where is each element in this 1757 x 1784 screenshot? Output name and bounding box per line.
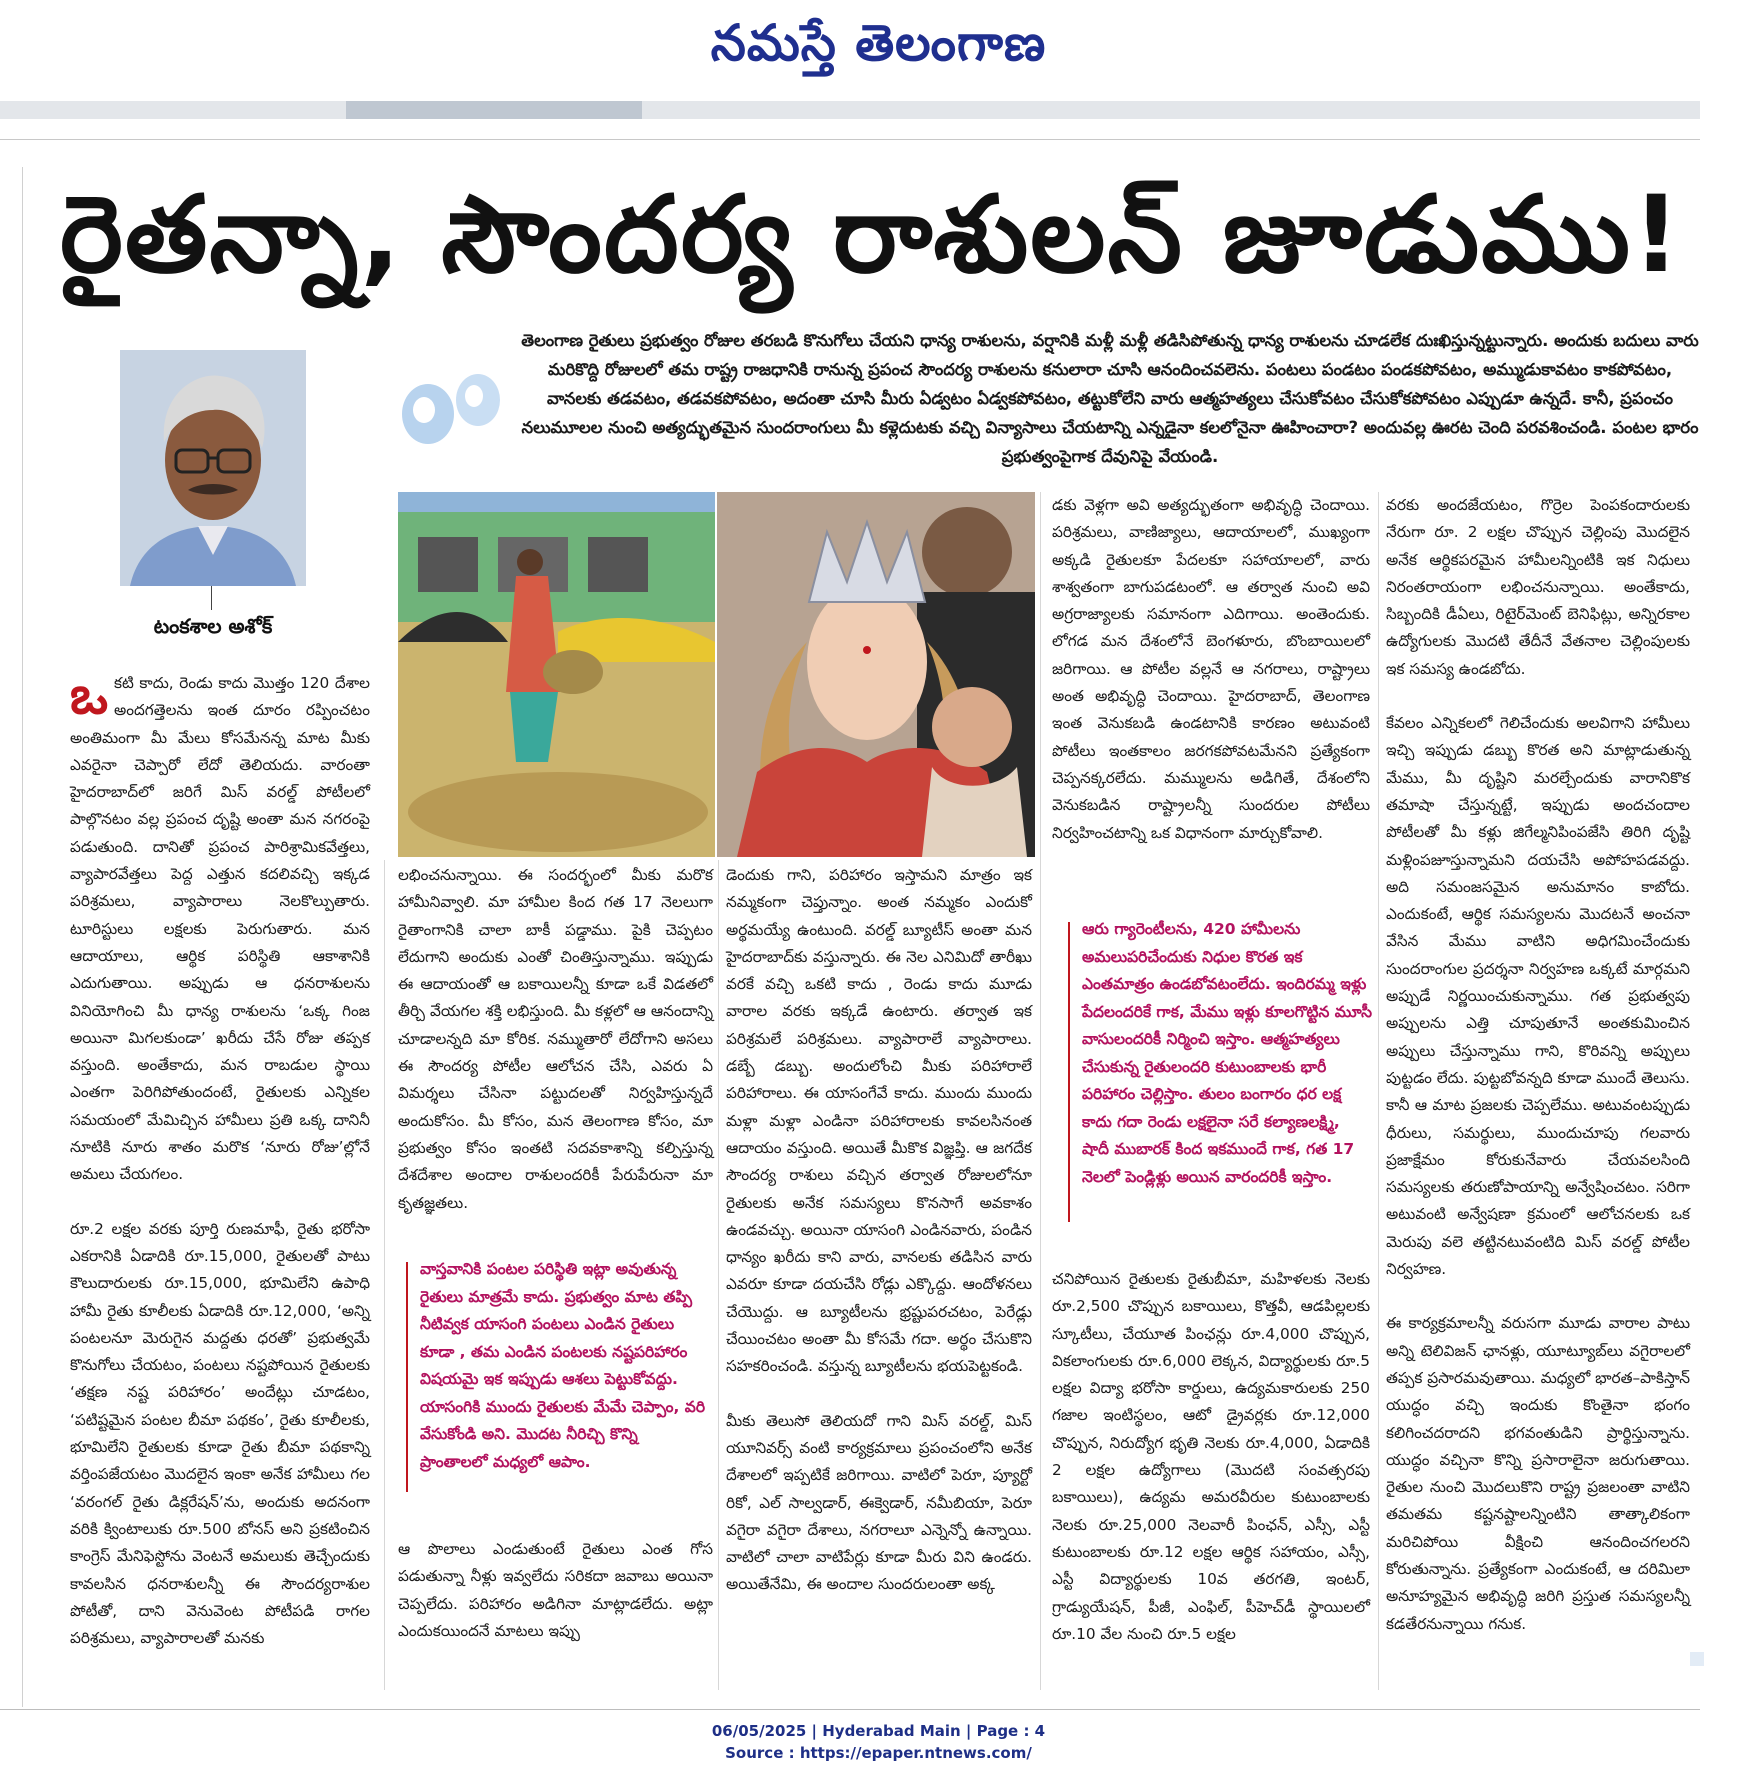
masthead-bar [0,101,1700,119]
corner-marker [1690,1652,1704,1666]
author-divider [211,586,212,610]
column-4-para-1: డకు వెళ్లగా అవి అత్యద్భుతంగా అభివృద్ధి చెందాయి. పరిశ్రమలు, వాణిజ్యాలు, ఆదాయాలలో, ముఖ్యంగా అక్కడి రైతులకూ పేదలకూ సహాయాలలో, వారు శాశ్వతంగా బాగుపడటంలో. ఆ తర్వాత నుంచి అవి అగ్రరాజ్యాలకు సమానంగా ఎదిగాయి. అంతెందుకు. లోగడ మన దేశంలోనే బెంగళూరు, బొంబాయిలలో జరిగాయి. ఆ పోటీల వల్లనే ఆ నగరాలు, రాష్ట్రాలు అంత అభివృద్ధి చెందాయి. హైదరాబాద్, తెలంగాణ ఇంత వెనుకబడి ఉండటానికి కారణం అటువంటి పోటీలు ఇంతకాలం జరగకపోవటమేనని ప్రత్యేకంగా చెప్పనక్కరలేదు. మమ్ములను అడిగితే, దేశంలోని వెనుకబడిన రాష్ట్రాలన్నీ సుందరుల పోటీలు నిర్వహించటాన్ని ఒక విధానంగా మార్చుకోవాలి. [1052,496,1370,842]
column-divider [1378,492,1379,1690]
article-headline: రైతన్నా, సౌందర్య రాశులన్ జూడుము! [60,173,1683,296]
column-4 [1052,492,1370,847]
masthead-bar-accent [346,101,642,119]
photo-farmer-drying-grain [398,492,715,857]
column-divider [1040,492,1041,1690]
masthead-title: నమస్తే తెలంగాణ [710,13,1047,72]
column-1-para-2: రూ.2 లక్షల వరకు పూర్తి రుణమాఫీ, రైతు భరోసా ఎకరానికి ఏడాదికి రూ.15,000, రైతులతో పాటు కౌలుదారులకు రూ.15,000, భూమిలేని ఉపాధి హామీ రైతు కూలీలకు ఏడాదికి రూ.12,000, ‘అన్ని పంటలనూ మెరుగైన మద్దతు ధరతో’ ప్రభుత్వమే కొనుగోలు చేయటం, పంటలు నష్టపోయిన రైతులకు ‘తక్షణ నష్ట పరిహారం’ అందేట్లు చూడటం, ‘పటిష్టమైన పంటల బీమా పథకం’, రైతు కూలీలకు, భూమిలేని రైతులకు కూడా రైతు బీమా పథకాన్ని వర్తింపజేయటం మొదలైన ఇంకా అనేక హామీలు గల ‘వరంగల్ రైతు డిక్లరేషన్’ను, అందుకు అదనంగా వరికి క్వింటాలుకు రూ.500 బోనస్ అని ప్రకటించిన కాంగ్రెస్ మేనిఫెస్టోను వెంటనే అమలుకు తెచ్చేందుకు కావలసిన ధనరాశులన్నీ ఈ సౌందర్యరాశుల పోటీతో, దాని వెనువెంట పోటీపడి రాగల పరిశ్రమలు, వ్యాపారాలతో మనకు [70,1219,370,1648]
column-1-para-1: ఒకటి కాదు, రెండు కాదు మొత్తం 120 దేశాల అందగత్తెలను ఇంత దూరం రప్పించటం అంతిమంగా మీ మేలు కోసమేనన్న మాట మీకు ఎవరైనా చెప్పారో లేదో తెలియదు. వారంతా హైదరాబాద్‌లో జరిగే మిస్ వరల్డ్ పోటీలలో పాల్గొనటం వల్ల ప్రపంచ దృష్టి అంతా మన నగరంపై పడుతుంది. దానితో ప్రపంచ పారిశ్రామికవేత్తలు, వ్యాపారవేత్తలు పెద్ద ఎత్తున కదలివచ్చి ఇక్కడ పరిశ్రమలు, వ్యాపారాలు నెలకొల్పుతారు. టూరిస్టులు లక్షలకు పెరుగుతారు. మన ఆదాయాలు, ఆర్థిక పరిస్థితి ఆకాశానికి ఎదుగుతాయి. అప్పుడు ఆ ధనరాశులను వినియోగించి మీ ధాన్య రాశులను ‘ఒక్క గింజ అయినా మిగలకుండా’ ఖరీదు చేసే రోజు తప్పక వస్తుంది. అంతేకాదు, మన రాబడుల స్థాయి ఎంతగా పెరిగిపోతుందంటే, రైతులకు ఎన్నికల సమయంలో మేమిచ్చిన హామీలు ప్రతి ఒక్క దానినీ నూటికి నూరు శాతం మరొక ‘నూరు రోజు’ల్లోనే అమలు చేయగలం. [70,666,370,1184]
pullquote-bar [406,1262,408,1492]
column-divider [384,860,385,1690]
column-1 [70,666,370,1652]
column-3-para-2: మీకు తెలుసో తెలియదో గాని మిస్ వరల్డ్, మిస్ యూనివర్స్ వంటి కార్యక్రమాలు ప్రపంచంలోని అనేక దేశాలలో ఇప్పటికే జరిగాయి. వాటిలో పెరూ, ప్యూర్టో రికో, ఎల్ సాల్వడార్, ఈక్వెడార్, నమీబియా, పెరూ వగైరా వగైరా దేశాలు, నగరాలూ ఎన్నెన్నో ఉన్నాయి. వాటిలో చాలా వాటిపేర్లు కూడా మీరు విని ఉండరు. అయితేనేమి, ఈ అందాల సుందరులంతా అక్క [726,1411,1032,1594]
column-divider [718,860,719,1690]
footer-source-link[interactable]: Source : https://epaper.ntnews.com/ [725,1744,1032,1762]
pullquote-1: వాస్తవానికి పంటల పరిస్థితి ఇట్లా అవుతున్న రైతులు మాత్రమే కాదు. ప్రభుత్వం మాట తప్పి నీటివ్వక యాసంగి పంటలు ఎండిన రైతులు కూడా , తమ ఎండిన పంటలకు నష్టపరిహారం విషయమై ఇక ఇప్పుడు ఆశలు పెట్టుకోవద్దు. యాసంగికి ముందు రైతులకు మేమే చెప్పాం, వరి వేసుకోండి అని. మొదట నీరిచ్చి కొన్ని ప్రాంతాలలో మధ్యలో ఆపాం. [420,1260,706,1471]
pullquote-bar [1068,922,1070,1222]
top-rule [0,139,1700,140]
column-5-para-1: వరకు అందజేయటం, గొర్రెల పెంపకందారులకు నేరుగా రూ. 2 లక్షల చొప్పున చెల్లింపు మొదలైన అనేక ఆర్థికపరమైన హామీలన్నింటికి ఇక నిధులు నిరంతరాయంగా లభించనున్నాయి. అంతేకాదు, సిబ్బందికి డీఏలు, రిటైర్‌మెంట్ బెనిఫిట్లు, అన్నిరకాల ఉద్యోగులకు మొదటి తేదీనే వేతనాల చెల్లింపులకు ఇక సమస్య ఉండబోదు. [1386,496,1690,678]
column-5-para-3: ఈ కార్యక్రమాలన్నీ వరుసగా మూడు వారాల పాటు అన్ని టెలివిజన్ ఛానళ్లు, యూట్యూబ్‌లు వగైరాలలో తప్పక ప్రసారమవుతాయి. మధ్యలో భారత–పాకిస్తాన్ యుద్ధం వచ్చి ఇందుకు కొంతైనా భంగం కలిగించదరాదని భగవంతుడిని ప్రార్థిస్తున్నాను. యుద్ధం వచ్చినా కొన్ని ప్రసారాలైనా జరుగుతాయి. రైతుల నుంచి మొదలుకొని రాష్ట్ర ప్రజలంతా వాటిని తమతమ కష్టనష్టాలన్నింటిని తాత్కాలికంగా మరిచిపోయి వీక్షించి ఆనందించగలరని కోరుతున్నాను. ప్రత్యేకంగా ఎందుకంటే, ఆ దరిమిలా అనూహ్యమైన అభివృద్ధి జరిగి ప్రస్తుత సమస్యలన్నీ కడతేరనున్నాయి గనుక. [1386,1314,1690,1633]
bottom-rule [0,1709,1700,1710]
article-lede: తెలంగాణ రైతులు ప్రభుత్వం రోజుల తరబడి కొనుగోలు చేయని ధాన్య రాశులను, వర్షానికి మళ్లీ మళ్లీ తడిసిపోతున్న ధాన్య రాశులను చూడలేక దుఃఖిస్తున్నట్టున్నారు. అందుకు బదులు వారు మరికొద్ది రోజులలో తమ రాష్ట్ర రాజధానికి రానున్న ప్రపంచ సౌందర్య రాశులను కనులారా చూసి ఆనందించవలెను. పంటలు పండటం పండకపోవటం, అమ్ముడుకావటం కాకపోవటం, వానలకు తడవటం, తడవకపోవటం, అదంతా చూసి మీరు ఏడ్వటం ఏడ్వకపోవటం, తట్టుకోలేని వారు ఆత్మహత్యలు చేసుకోవటం చేసుకోకపోవటం ఎప్పుడూ ఉన్నదే. కానీ, ప్రపంచం నలుమూలల నుంచి అత్యద్భుతమైన సుందరాంగులు మీ కళ్లెదుటకు వచ్చి విన్యాసాలు చేయటాన్ని ఎన్నడైనా కలలోనైనా ఊహించారా? అందువల్ల ఊరట చెంది పరవశించండి. పంటల భారం ప్రభుత్వంపైగాక దేవునిపై వేయండి. [521,331,1699,466]
column-3-para-1: డెందుకు గాని, పరిహారం ఇస్తామని మాత్రం ఇక నమ్మకంగా చెప్తున్నాం. అంత నమ్మకం ఎందుకో అర్థమయ్యే ఉంటుంది. వరల్డ్ బ్యూటీస్ అంతా మన హైదరాబాద్‌కు వస్తున్నారు. ఈ నెల ఎనిమిదో తారీఖు వరకే వచ్చి ఒకటి కాదు , రెండు కాదు మూడు వారాల వరకు ఇక్కడే ఉంటారు. తర్వాత ఇక పరిశ్రమలే పరిశ్రమలు. వ్యాపారాలే వ్యాపారాలు. డబ్బే డబ్బు. అందులోంచి మీకు పరిహారాలే పరిహారాలు. ఈ యాసంగేవే కాదు. ముందు ముందు మళ్లా మళ్లా ఎండినా పరిహారాలకు కావలసినంత ఆదాయం వస్తుంది. అయితే మీకొక విజ్ఞప్తి. ఆ జగదేక సౌందర్య రాశులు వచ్చిన తర్వాత రోజులలోనూ రైతులకు అనేక సమస్యలు కొనసాగే అవకాశం ఉండవచ్చు. అయినా యాసంగి ఎండినవారు, పండిన ధాన్యం ఖరీదు కాని వారు, వానలకు తడిసిన వారు ఎవరూ కూడా దయచేసి రోడ్లు ఎక్కొద్దు. ఆందోళనలు చేయొద్దు. ఆ బ్యూటీలను భ్రష్టుపరచటం, పెరేడ్లు చేయించటం అంతా మీ కోసమే గదా. అర్థం చేసుకొని సహకరించండి. వస్తున్న బ్యూటీలను భయపెట్టకండి. [726,866,1032,1376]
column-2-para-2: ఆ పొలాలు ఎండుతుంటే రైతులు ఎంత గోస పడుతున్నా నీళ్లు ఇవ్వలేదు సరికదా జవాబు అయినా చెప్పలేదు. పరిహారం అడిగినా మాట్లాడలేదు. అట్లా ఎందుకయిందనే మాటలు ఇప్పు [398,1540,713,1640]
column-5 [1386,492,1690,1638]
column-4-lower [1052,1266,1370,1648]
column-2 [398,862,713,1217]
column-5-para-2: కేవలం ఎన్నికలలో గెలిచేందుకు అలవిగాని హామీలు ఇచ్చి ఇప్పుడు డబ్బు కొరత అని మాట్లాడుతున్న మేము, మీ దృష్టిని మరల్చేందుకు వారానికొక తమాషా చేస్తున్నట్టే, ఇప్పుడు అందచందాల పోటీలతో మీ కళ్లు జిగేల్మనిపింపజేసి తిరిగి దృష్టి మళ్లింపజూస్తున్నామని దయచేసి అపోహపడవద్దు. అది సమంజసమైన అనుమానం కాబోదు. ఎందుకంటే, ఆర్థిక సమస్యలను మొదటనే అంచనా వేసిన మేము వాటిని అధిగమించేందుకు సుందరాంగుల ప్రదర్శనా నిర్వహణ ఒక్కటే మార్గమని అప్పుడే నిర్ణయించుకున్నాము. గత ప్రభుత్వపు అప్పులను ఎత్తి చూపుతూనే అంతకుమించిన అప్పులు చేస్తున్నాము గాని, కొరివన్ని అప్పులు పుట్టడం లేదు. పుట్టబోవన్నది కూడా ముందే తెలుసు. కానీ ఆ మాట ప్రజలకు చెప్పలేము. అటువంటప్పుడు ధీరులు, సమర్థులు, ముందుచూపు గలవారు ప్రజాక్షేమం కోరుకునేవారు చేయవలసింది సమస్యలకు తరుణోపాయాన్ని అన్వేషించటం. సరిగా అటువంటి అన్వేషణా క్రమంలో ఆలోచనలకు ఒక మెరుపు వలె తట్టినటువంటిది మిస్ వరల్డ్ పోటీల నిర్వహణ. [1386,714,1690,1279]
quote-icon [400,352,510,462]
dropcap-letter: ఒ [70,666,109,726]
author-photo [120,350,306,586]
author-name: టంకశాల అశోక్ [153,614,273,638]
column-2-para-1: లభించనున్నాయి. ఈ సందర్భంలో మీకు మరొక హామీనివ్వాలి. మా హామీల కింద గత 17 నెలలుగా రైతాంగానికి చాలా బాకీ పడ్డాము. పైకి చెప్పటం లేదుగాని అందుకు ఎంతో చింతిస్తున్నాము. ఇప్పుడు ఈ ఆదాయంతో ఆ బకాయిలన్నీ కూడా ఒకే విడతలో తీర్చి వేయగల శక్తి లభిస్తుంది. మీ కళ్లలో ఆ ఆనందాన్ని చూడాలన్నది మా కోరిక. నమ్ముతారో లేదోగాని అసలు ఈ సౌందర్య పోటీల ఆలోచన చేసి, ఎవరు ఏ విమర్శలు చేసినా పట్టుదలతో నిర్వహిస్తున్నదే అందుకోసం. మీ కోసం, మన తెలంగాణ కోసం, మా ప్రభుత్వం కోసం ఇంతటి సదవకాశాన్ని కల్పిస్తున్న దేశదేశాల అందాల రాశులందరికీ పేరుపేరునా మా కృతజ్ఞతలు. [398,866,713,1212]
pullquote-2: ఆరు గ్యారెంటీలను, 420 హామీలను అమలుపరిచేందుకు నిధుల కొరత ఇక ఎంతమాత్రం ఉండబోవటంలేదు. ఇందిరమ్మ ఇళ్లు పేదలందరికే గాక, మేము ఇళ్లు కూలగొట్టిన మూసీ వాసులందరికీ నిర్మించి ఇస్తాం. ఆత్మహత్యలు చేసుకున్న రైతులందరి కుటుంబాలకు భారీ పరిహారం చెల్లిస్తాం. తులం బంగారం ధర లక్ష కాదు గదా రెండు లక్షలైనా సరే కల్యాణలక్ష్మి, షాదీ ముబారక్ కింద ఇకముందే గాక, గత 17 నెలలో పెండ్లిళ్లు అయిన వారందరికీ ఇస్తాం. [1082,920,1372,1186]
column-4-para-2: చనిపోయిన రైతులకు రైతుబీమా, మహిళలకు నెలకు రూ.2,500 చొప్పున బకాయిలు, కొత్తవీ, ఆడపిల్లలకు స్కూటీలు, చేయూత పింఛన్లు రూ.4,000 చొప్పున, వికలాంగులకు రూ.6,000 లెక్కన, విద్యార్థులకు రూ.5 లక్షల విద్యా భరోసా కార్డులు, ఉద్యమకారులకు 250 గజాల ఇంటిస్థలం, ఆటో డ్రైవర్లకు రూ.12,000 చొప్పున, నిరుద్యోగ భృతి నెలకు రూ.4,000, ఏడాదికి 2 లక్షల ఉద్యోగాలు (మొదటి సంవత్సరపు బకాయిలు), ఉద్యమ అమరవీరుల కుటుంబాలకు నెలకు రూ.25,000 నెలవారీ పింఛన్, ఎస్సీ, ఎస్టీ కుటుంబాలకు రూ.12 లక్షల ఆర్థిక సహాయం, ఎస్సీ, ఎస్టీ విద్యార్థులకు 10వ తరగతి, ఇంటర్, గ్రాడ్యుయేషన్, పీజీ, ఎంఫిల్, పీహెచ్‌డీ స్థాయిలలో రూ.10 వేల నుంచి రూ.5 లక్షల [1052,1270,1370,1643]
footer-dateline: 06/05/2025 | Hyderabad Main | Page : 4 [711,1722,1046,1740]
photo-beauty-queen [717,492,1035,857]
column-3 [726,862,1032,1599]
column-2-lower [398,1536,713,1645]
left-margin-line [22,167,23,1707]
